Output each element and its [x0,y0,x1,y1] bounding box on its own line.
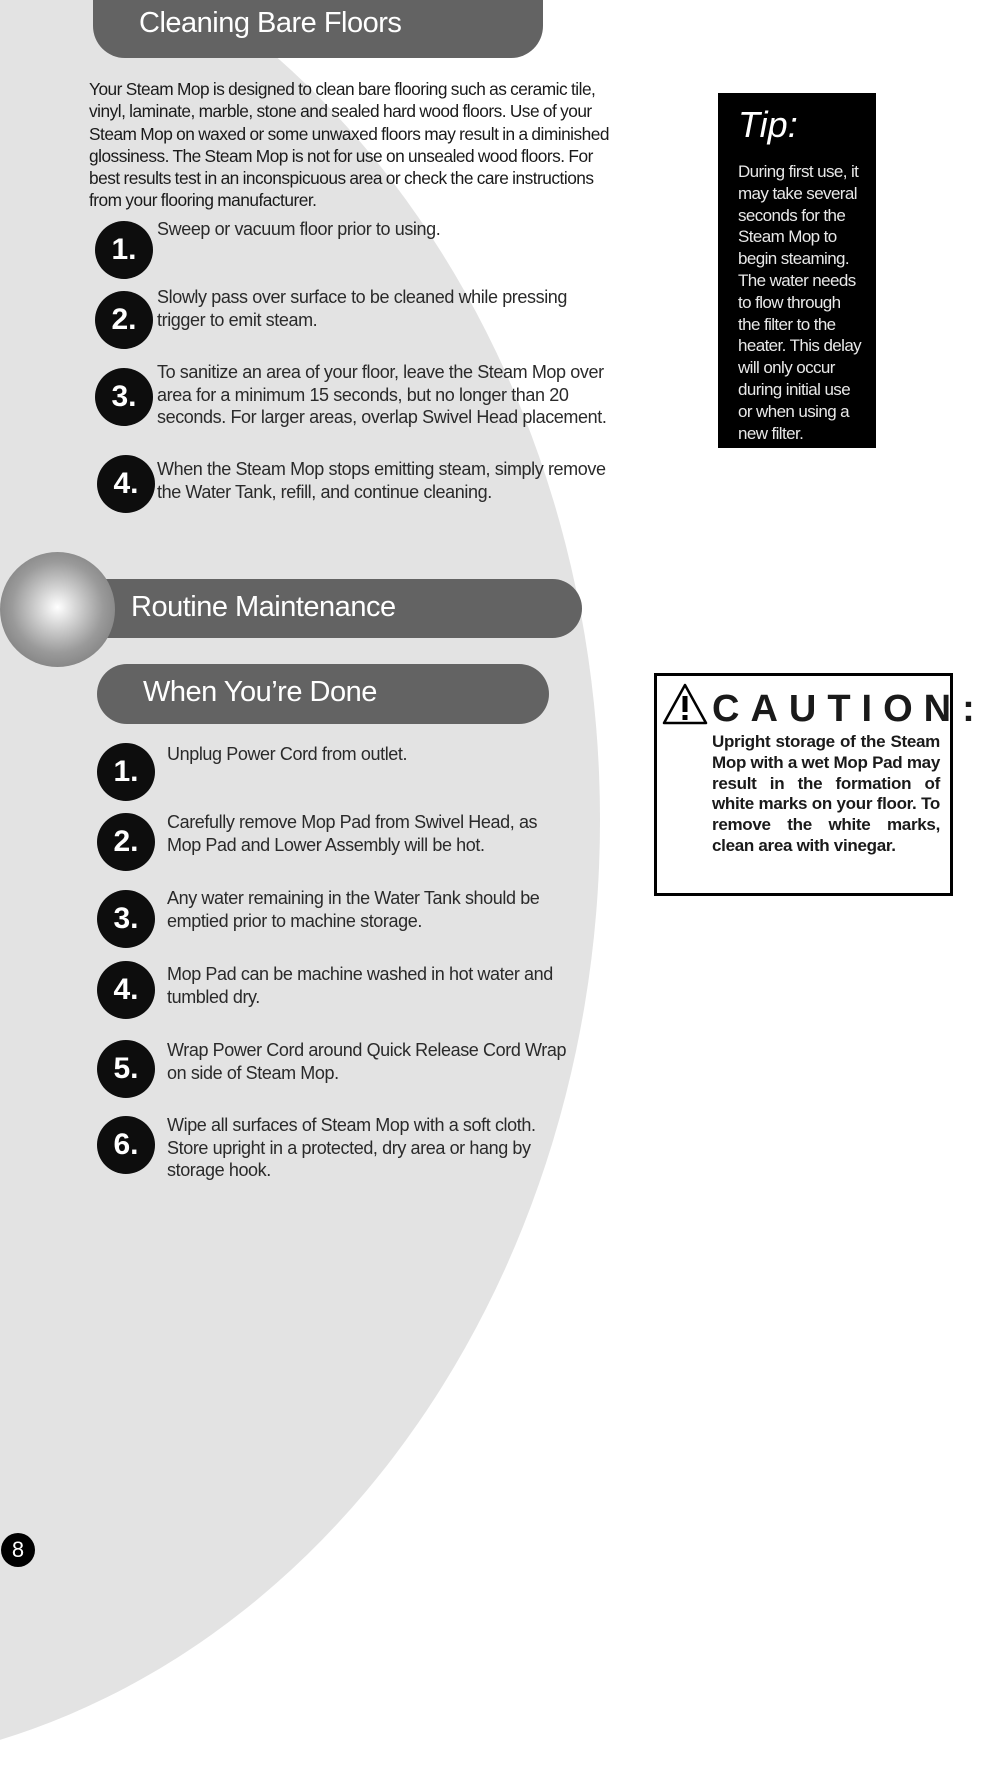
step-number-badge: 2. [97,813,155,871]
step-text: Sweep or vacuum floor prior to using. [157,219,441,239]
step-number-badge: 5. [97,1040,155,1098]
step-number-badge: 4. [97,961,155,1019]
step-number-badge: 3. [95,368,153,426]
tip-title: Tip: [738,104,798,145]
tip-box [718,93,876,448]
decorative-sphere [0,552,115,667]
step-number-badge: 4. [97,455,155,513]
step-text: Wipe all surfaces of Steam Mop with a soft cloth. Store upright in a protected, dry area or hang by storage hook. [167,1115,536,1180]
step-number-badge: 3. [97,890,155,948]
subsection-heading-when-youre-done: When You’re Done [97,664,549,724]
section-heading-routine-maintenance: Routine Maintenance [85,579,582,638]
step-number-badge: 2. [95,291,153,349]
caution-title: CAUTION: [712,688,986,730]
step-number-badge: 1. [95,221,153,279]
step-text: Any water remaining in the Water Tank should be emptied prior to machine storage. [167,888,540,931]
floors-intro-paragraph: Your Steam Mop is designed to clean bare flooring such as ceramic tile, vinyl, laminate, marble, stone and sealed hard wood floors. Use of your Steam Mop on waxed or some unwaxed floors may result in a diminished glossiness. The Steam Mop is not for use on unsealed wood floors. For best results test in an inconspicuous area or check the care instructions from your flooring manufacturer. [89,79,609,211]
caution-box [654,673,986,896]
step-text: Wrap Power Cord around Quick Release Cord Wrap on side of Steam Mop. [167,1040,567,1083]
section-heading-cleaning-bare-floors: Cleaning Bare Floors [93,0,543,58]
tip-body: During first use, it may take several seconds for the Steam Mop to begin steaming. The water needs to flow through the filter to the heater. This delay will only occur during initial use or when using a new filter. [738,162,862,443]
step-text: When the Steam Mop stops emitting steam, simply remove the Water Tank, refill, and continue cleaning. [157,459,606,502]
step-text: Carefully remove Mop Pad from Swivel Head, as Mop Pad and Lower Assembly will be hot. [167,812,538,855]
warning-triangle-icon [661,682,709,726]
caution-body: Upright storage of the Steam Mop with a wet Mop Pad may result in the formation of white marks on your floor. To remove the white marks, clean area with vinegar. [712,732,940,855]
step-number-badge: 6. [97,1116,155,1174]
step-text: Unplug Power Cord from outlet. [167,744,408,764]
page-number: 8 [1,1533,35,1567]
step-text: Mop Pad can be machine washed in hot water and tumbled dry. [167,964,553,1007]
step-text: Slowly pass over surface to be cleaned while pressing trigger to emit steam. [157,287,568,330]
step-text: To sanitize an area of your floor, leave the Steam Mop over area for a minimum 15 seconds, but no longer than 20 seconds. For larger areas, overlap Swivel Head placement. [157,362,607,427]
step-number-badge: 1. [97,743,155,801]
